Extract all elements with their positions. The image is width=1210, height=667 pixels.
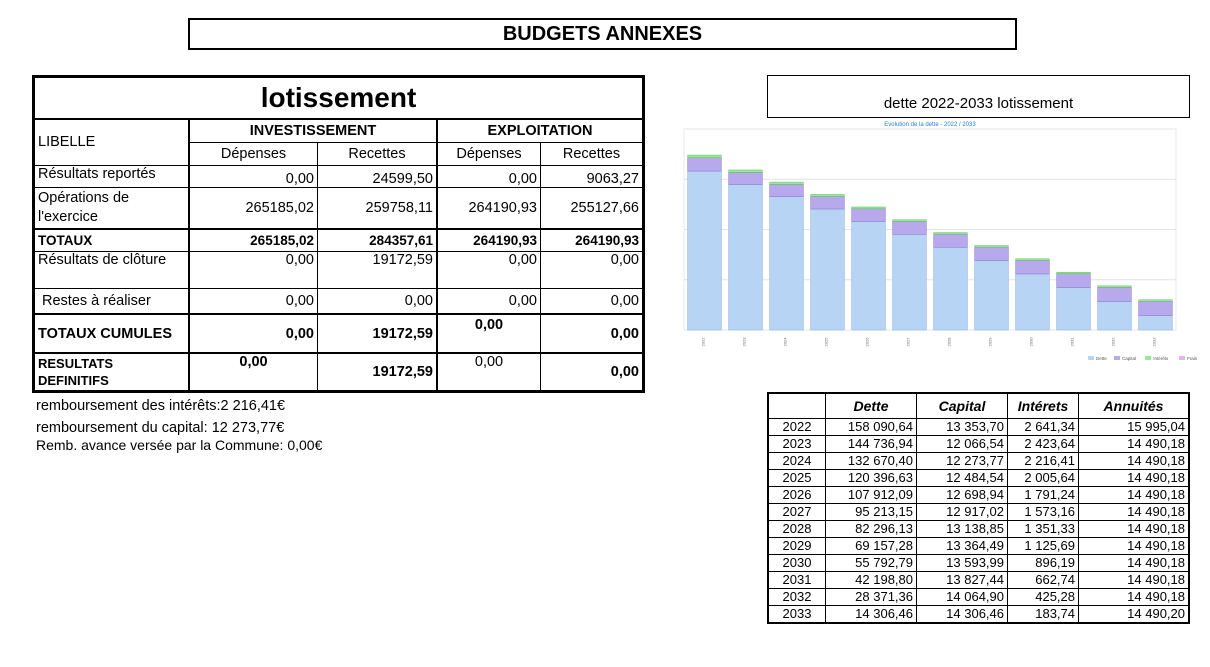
annuites-cell: 14 490,18	[1079, 453, 1190, 470]
table-row	[768, 487, 1189, 504]
table-row	[768, 504, 1189, 521]
table-row	[34, 165, 644, 187]
row-label: Opérations de l'exercice	[34, 187, 190, 229]
capital-header: Capital	[917, 393, 1008, 419]
year-cell: 2022	[768, 419, 826, 436]
bar-capital	[811, 196, 845, 209]
bar-dette	[688, 171, 722, 330]
cell-value: 0,00	[318, 288, 438, 314]
bar-interets	[975, 246, 1009, 248]
row-label: Résultats de clôture	[34, 251, 190, 288]
debt-table	[767, 392, 1190, 624]
x-tick-label: 2028	[946, 337, 952, 347]
cell-value: 0,00	[189, 288, 318, 314]
bar-interets	[893, 220, 927, 222]
bar-interets	[729, 170, 763, 172]
cell-value: 0,00	[437, 314, 541, 353]
investissement-header: INVESTISSEMENT	[189, 119, 437, 142]
bar-dette	[811, 209, 845, 330]
capital-cell: 13 364,49	[917, 538, 1008, 555]
cell-value: 0,00	[189, 251, 318, 288]
row-label: TOTAUX	[34, 229, 190, 251]
legend-swatch	[1114, 356, 1120, 360]
cell-value: 0,00	[541, 314, 644, 353]
bar-dette	[770, 197, 804, 330]
cell-value: 19172,59	[318, 251, 438, 288]
cell-value: 0,00	[437, 165, 541, 187]
table-row	[768, 521, 1189, 538]
libelle-header: LIBELLE	[34, 119, 190, 165]
interets-cell: 2 641,34	[1008, 419, 1079, 436]
cell-value: 265185,02	[189, 187, 318, 229]
row-label: RESULTATS DEFINITIFS	[34, 353, 190, 391]
bar-interets	[1098, 286, 1132, 288]
table-row	[768, 470, 1189, 487]
dette-cell: 144 736,94	[826, 436, 917, 453]
legend-swatch	[1145, 356, 1151, 360]
bar-dette	[729, 185, 763, 330]
capital-cell: 13 827,44	[917, 572, 1008, 589]
page-title: BUDGETS ANNEXES	[188, 18, 1017, 50]
bar-dette	[1139, 316, 1173, 330]
bar-dette	[1057, 288, 1091, 330]
dette-cell: 14 306,46	[826, 606, 917, 624]
annuites-cell: 14 490,18	[1079, 504, 1190, 521]
year-cell: 2033	[768, 606, 826, 624]
bar-capital	[1098, 287, 1132, 301]
capital-cell: 12 698,94	[917, 487, 1008, 504]
table-row	[34, 251, 644, 288]
cell-value: 0,00	[189, 314, 318, 353]
annuites-header: Annuités	[1079, 393, 1190, 419]
annuites-cell: 14 490,18	[1079, 572, 1190, 589]
x-tick-label: 2025	[823, 337, 829, 347]
bar-interets	[688, 155, 722, 158]
table-row	[768, 538, 1189, 555]
cell-value: 0,00	[437, 251, 541, 288]
cell-value: 264190,93	[437, 187, 541, 229]
capital-cell: 12 066,54	[917, 436, 1008, 453]
table-row	[34, 314, 644, 353]
bar-interets	[852, 207, 886, 209]
year-cell: 2023	[768, 436, 826, 453]
cell-value: 265185,02	[189, 229, 318, 251]
bar-interets	[1016, 259, 1050, 261]
row-label: Restes à réaliser	[34, 288, 190, 314]
annuites-cell: 15 995,04	[1079, 419, 1190, 436]
capital-cell: 14 064,90	[917, 589, 1008, 606]
bar-dette	[1098, 301, 1132, 330]
row-label: Résultats reportés	[34, 165, 190, 187]
note-interets: remboursement des intérêts:2 216,41€	[36, 398, 286, 414]
x-tick-label: 2023	[741, 337, 747, 347]
bar-interets	[770, 182, 804, 184]
table-row	[34, 229, 644, 251]
row-label: TOTAUX CUMULES	[34, 314, 190, 353]
cell-value: 0,00	[541, 353, 644, 391]
cell-value: 9063,27	[541, 165, 644, 187]
cell-value: 0,00	[541, 288, 644, 314]
bar-capital	[1139, 301, 1173, 315]
interets-cell: 896,19	[1008, 555, 1079, 572]
bar-dette	[975, 260, 1009, 330]
legend-swatch	[1088, 356, 1094, 360]
bar-dette	[934, 247, 968, 330]
table-row	[34, 353, 644, 391]
dette-cell: 42 198,80	[826, 572, 917, 589]
interets-cell: 2 423,64	[1008, 436, 1079, 453]
bar-capital	[1016, 260, 1050, 274]
bar-dette	[1016, 274, 1050, 330]
interets-cell: 662,74	[1008, 572, 1079, 589]
legend-label: Dette	[1096, 356, 1107, 361]
capital-cell: 13 138,85	[917, 521, 1008, 538]
annuites-cell: 14 490,20	[1079, 606, 1190, 624]
exploit-recettes-header: Recettes	[541, 142, 644, 165]
x-tick-label: 2030	[1028, 337, 1034, 347]
interets-cell: 2 005,64	[1008, 470, 1079, 487]
annuites-cell: 14 490,18	[1079, 487, 1190, 504]
bar-capital	[934, 234, 968, 247]
x-tick-label: 2027	[905, 337, 911, 347]
cell-value: 0,00	[541, 251, 644, 288]
table-row	[34, 288, 644, 314]
bar-capital	[770, 184, 804, 196]
table-row	[768, 572, 1189, 589]
budget-name: lotissement	[34, 77, 644, 120]
x-tick-label: 2029	[987, 337, 993, 347]
dette-cell: 107 912,09	[826, 487, 917, 504]
interets-cell: 1 351,33	[1008, 521, 1079, 538]
dette-header: Dette	[826, 393, 917, 419]
interets-cell: 1 125,69	[1008, 538, 1079, 555]
note-capital: remboursement du capital: 12 273,77€	[36, 420, 285, 436]
bar-dette	[893, 234, 927, 330]
year-cell: 2024	[768, 453, 826, 470]
legend-label: Frais	[1187, 356, 1197, 361]
bar-interets	[1139, 300, 1173, 302]
cell-value: 24599,50	[318, 165, 438, 187]
x-tick-label: 2033	[1151, 337, 1157, 347]
note-avance: Remb. avance versée par la Commune: 0,00€	[36, 437, 323, 453]
exploitation-header: EXPLOITATION	[437, 119, 644, 142]
dette-cell: 95 213,15	[826, 504, 917, 521]
year-cell: 2027	[768, 504, 826, 521]
interets-header: Intérets	[1008, 393, 1079, 419]
legend-swatch	[1179, 356, 1185, 360]
cell-value: 0,00	[437, 288, 541, 314]
year-cell: 2030	[768, 555, 826, 572]
bar-capital	[893, 221, 927, 234]
x-tick-label: 2024	[782, 337, 788, 347]
dette-cell: 28 371,36	[826, 589, 917, 606]
year-cell: 2025	[768, 470, 826, 487]
year-cell: 2029	[768, 538, 826, 555]
bar-capital	[852, 209, 886, 222]
invest-recettes-header: Recettes	[318, 142, 438, 165]
interets-cell: 183,74	[1008, 606, 1079, 624]
cell-value: 0,00	[189, 353, 318, 391]
cell-value: 0,00	[189, 165, 318, 187]
dette-cell: 132 670,40	[826, 453, 917, 470]
capital-cell: 12 917,02	[917, 504, 1008, 521]
debt-chart	[676, 120, 1197, 370]
cell-value: 19172,59	[318, 314, 438, 353]
chart-title: Evolution de la dette - 2022 / 2033	[884, 122, 976, 128]
cell-value: 264190,93	[437, 229, 541, 251]
dette-cell: 120 396,63	[826, 470, 917, 487]
table-row	[34, 187, 644, 229]
cell-value: 259758,11	[318, 187, 438, 229]
cell-value: 284357,61	[318, 229, 438, 251]
annuites-cell: 14 490,18	[1079, 538, 1190, 555]
table-row	[768, 606, 1189, 624]
x-tick-label: 2031	[1069, 337, 1075, 347]
bar-interets	[1057, 272, 1091, 274]
interets-cell: 1 791,24	[1008, 487, 1079, 504]
capital-cell: 14 306,46	[917, 606, 1008, 624]
year-header	[768, 393, 826, 419]
interets-cell: 1 573,16	[1008, 504, 1079, 521]
x-tick-label: 2026	[864, 337, 870, 347]
bar-capital	[975, 247, 1009, 260]
table-row	[768, 589, 1189, 606]
table-row	[768, 436, 1189, 453]
annuites-cell: 14 490,18	[1079, 589, 1190, 606]
dette-cell: 55 792,79	[826, 555, 917, 572]
annuites-cell: 14 490,18	[1079, 436, 1190, 453]
capital-cell: 12 484,54	[917, 470, 1008, 487]
cell-value: 19172,59	[318, 353, 438, 391]
capital-cell: 12 273,77	[917, 453, 1008, 470]
legend-label: Intérêts	[1153, 356, 1169, 361]
bar-dette	[852, 222, 886, 330]
year-cell: 2026	[768, 487, 826, 504]
capital-cell: 13 593,99	[917, 555, 1008, 572]
budget-table	[32, 75, 645, 393]
annuites-cell: 14 490,18	[1079, 470, 1190, 487]
annuites-cell: 14 490,18	[1079, 521, 1190, 538]
table-row	[768, 419, 1189, 436]
bar-capital	[688, 158, 722, 171]
cell-value: 0,00	[437, 353, 541, 391]
x-tick-label: 2022	[700, 337, 706, 347]
bar-capital	[1057, 274, 1091, 288]
bar-interets	[811, 194, 845, 196]
table-row	[768, 453, 1189, 470]
year-cell: 2031	[768, 572, 826, 589]
annuites-cell: 14 490,18	[1079, 555, 1190, 572]
dette-cell: 82 296,13	[826, 521, 917, 538]
bar-capital	[729, 172, 763, 184]
interets-cell: 425,28	[1008, 589, 1079, 606]
table-row	[768, 555, 1189, 572]
year-cell: 2028	[768, 521, 826, 538]
cell-value: 264190,93	[541, 229, 644, 251]
dette-cell: 69 157,28	[826, 538, 917, 555]
invest-depenses-header: Dépenses	[189, 142, 318, 165]
bar-interets	[934, 233, 968, 235]
cell-value: 255127,66	[541, 187, 644, 229]
x-tick-label: 2032	[1110, 337, 1116, 347]
exploit-depenses-header: Dépenses	[437, 142, 541, 165]
dette-cell: 158 090,64	[826, 419, 917, 436]
capital-cell: 13 353,70	[917, 419, 1008, 436]
legend-label: Capital	[1122, 356, 1137, 361]
chart-caption: dette 2022-2033 lotissement	[767, 75, 1190, 118]
year-cell: 2032	[768, 589, 826, 606]
interets-cell: 2 216,41	[1008, 453, 1079, 470]
